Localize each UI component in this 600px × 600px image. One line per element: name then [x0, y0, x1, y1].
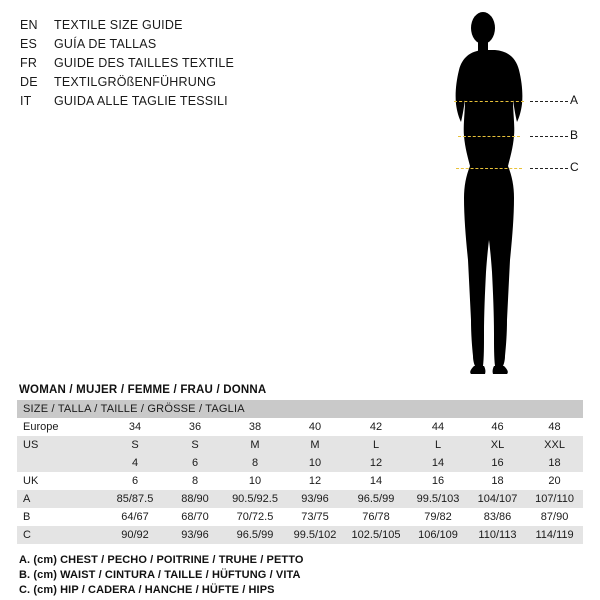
- table-header-row: [17, 400, 583, 418]
- chest-measure-line: [454, 101, 524, 102]
- cell: 10: [308, 457, 322, 469]
- language-title: GUIDE DES TAILLES TEXTILE: [54, 56, 235, 70]
- cell: 14: [431, 457, 445, 469]
- legend-row-a: A. (cm) CHEST / PECHO / POITRINE / TRUHE / PETTO: [19, 554, 304, 566]
- cell: 18: [491, 475, 504, 487]
- size-table-block: [17, 384, 583, 598]
- table-row: [17, 508, 583, 526]
- cell: 87/90: [540, 511, 569, 523]
- legend-row-b: B. (cm) WAIST / CINTURA / TAILLE / HÜFTUNG / VITA: [19, 569, 301, 581]
- cell: 93/96: [301, 493, 329, 505]
- waist-leader-line: [530, 136, 568, 137]
- cell: 96.5/99: [357, 493, 395, 505]
- cell: 85/87.5: [116, 493, 154, 505]
- cell: 4: [131, 457, 139, 469]
- measure-label-c: C: [570, 160, 579, 174]
- female-body-figure: [430, 8, 595, 378]
- language-row: [20, 73, 440, 91]
- cell: 10: [248, 475, 262, 487]
- cell: 73/75: [301, 511, 329, 523]
- table-row: [17, 436, 583, 454]
- cell: 99.5/103: [416, 493, 460, 505]
- cell: 34: [128, 421, 142, 433]
- cell: 64/67: [121, 511, 149, 523]
- cell: 14: [369, 475, 383, 487]
- measurement-legend: [17, 553, 583, 598]
- cell: 99.5/102: [293, 529, 337, 541]
- legend-row-c: C. (cm) HIP / CADERA / HANCHE / HÜFTE / HIPS: [19, 584, 275, 596]
- table-row: [17, 418, 583, 436]
- female-silhouette-icon: [430, 8, 595, 378]
- language-code: ES: [20, 37, 38, 51]
- cell: M: [310, 439, 320, 451]
- table-row: [17, 526, 583, 544]
- language-code: EN: [20, 18, 38, 32]
- table-caption: WOMAN / MUJER / FEMME / FRAU / DONNA: [19, 384, 267, 396]
- cell: XXL: [544, 439, 565, 451]
- cell: S: [131, 439, 139, 451]
- row-label: US: [23, 439, 39, 451]
- cell: 46: [491, 421, 504, 433]
- measure-label-a: A: [570, 93, 579, 107]
- cell: 12: [308, 475, 322, 487]
- language-title: TEXTILE SIZE GUIDE: [54, 18, 183, 32]
- cell: 48: [548, 421, 561, 433]
- measure-label-b: B: [570, 128, 579, 142]
- cell: 106/109: [418, 529, 458, 541]
- cell: 6: [131, 475, 139, 487]
- language-row: [20, 92, 440, 110]
- cell: 40: [308, 421, 322, 433]
- language-code: IT: [20, 94, 32, 108]
- cell: 36: [188, 421, 202, 433]
- cell: 20: [548, 475, 561, 487]
- cell: 6: [191, 457, 199, 469]
- cell: 83/86: [483, 511, 512, 523]
- cell: 70/72.5: [236, 511, 274, 523]
- cell: 16: [491, 457, 504, 469]
- cell: 12: [369, 457, 383, 469]
- language-title-list: [20, 16, 440, 111]
- cell: 88/90: [181, 493, 209, 505]
- cell: 90.5/92.5: [232, 493, 278, 505]
- chest-leader-line: [530, 101, 568, 102]
- cell: 44: [431, 421, 445, 433]
- row-label: Europe: [23, 421, 59, 433]
- size-table: [17, 400, 583, 544]
- language-row: [20, 16, 440, 34]
- language-title: GUIDA ALLE TAGLIE TESSILI: [54, 94, 228, 108]
- language-row: [20, 54, 440, 72]
- language-title: GUÍA DE TALLAS: [54, 37, 157, 51]
- cell: 96.5/99: [236, 529, 274, 541]
- cell: 102.5/105: [351, 529, 401, 541]
- waist-measure-line: [458, 136, 520, 137]
- table-row: [17, 490, 583, 508]
- cell: 8: [191, 475, 199, 487]
- language-title: TEXTILGRÖßENFÜHRUNG: [54, 75, 217, 89]
- cell: M: [250, 439, 260, 451]
- cell: 79/82: [424, 511, 452, 523]
- cell: 42: [369, 421, 383, 433]
- cell: 110/113: [478, 529, 517, 541]
- cell: 68/70: [181, 511, 209, 523]
- row-label: B: [23, 511, 31, 523]
- table-header-label: SIZE / TALLA / TAILLE / GRÖSSE / TAGLIA: [23, 403, 245, 415]
- cell: L: [372, 439, 380, 451]
- row-label: UK: [23, 475, 39, 487]
- cell: 16: [431, 475, 445, 487]
- cell: 38: [248, 421, 262, 433]
- row-label: A: [23, 493, 31, 505]
- cell: 76/78: [362, 511, 390, 523]
- row-label: C: [23, 529, 31, 541]
- cell: S: [191, 439, 199, 451]
- cell: 104/107: [477, 493, 518, 505]
- cell: 18: [548, 457, 561, 469]
- row-label: [17, 454, 105, 472]
- cell: L: [434, 439, 442, 451]
- cell: XL: [490, 439, 505, 451]
- hip-leader-line: [530, 168, 568, 169]
- cell: 107/110: [535, 493, 575, 505]
- table-row: [17, 454, 583, 472]
- cell: 114/119: [535, 529, 574, 541]
- language-code: DE: [20, 75, 38, 89]
- language-code: FR: [20, 56, 38, 70]
- cell: 90/92: [121, 529, 149, 541]
- hip-measure-line: [456, 168, 522, 169]
- table-row: [17, 472, 583, 490]
- language-row: [20, 35, 440, 53]
- cell: 93/96: [181, 529, 209, 541]
- cell: 8: [251, 457, 259, 469]
